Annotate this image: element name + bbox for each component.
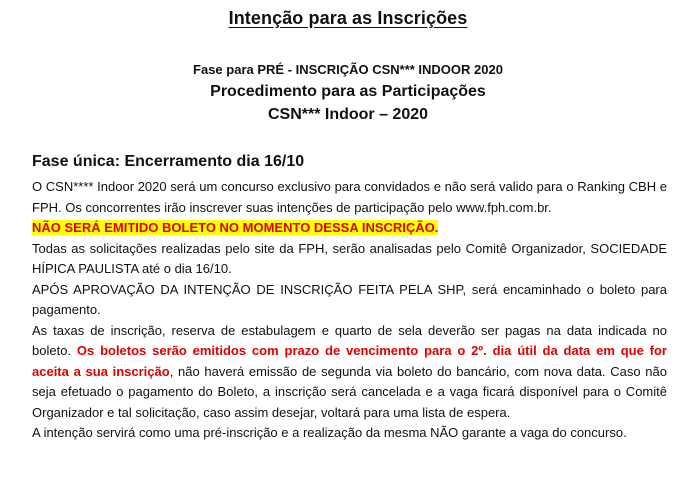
procedure-subtitle: Procedimento para as Participações bbox=[210, 83, 486, 100]
fees-text-end: , não haverá emissão de segunda via boleto do bancário, com nova data. Caso não seja efetuado o pagamento do Boleto, a inscrição será cancelada e a vaga ficará disponível para o Comitê Organizador e tal solicitação, caso assim desejar, voltará para uma lista de espera. bbox=[32, 363, 667, 420]
warning-paragraph bbox=[32, 218, 667, 239]
highlighted-warning: NÃO SERÁ EMITIDO BOLETO NO MOMENTO DESSA INSCRIÇÃO. bbox=[32, 220, 439, 235]
fees-red-notice: Os boletos serão emitidos com prazo de vencimento para o 2º. dia útil da data em que for aceita a sua inscrição bbox=[32, 343, 667, 379]
event-subtitle: CSN*** Indoor – 2020 bbox=[267, 106, 429, 123]
intro-paragraph: O CSN**** Indoor 2020 será um concurso exclusivo para convidados e não será valido para o Ranking CBH e FPH. Os concorrentes irão inscrever suas intenções de participação pelo www.fph.com.br. bbox=[32, 179, 667, 215]
requests-paragraph: Todas as solicitações realizadas pelo site da FPH, serão analisadas pelo Comitê Organizador, SOCIEDADE HÍPICA PAULISTA até o dia 16/10. bbox=[32, 240, 667, 276]
fees-paragraph bbox=[32, 321, 667, 424]
section-body bbox=[32, 177, 667, 444]
fees-text-start: As taxas de inscrição, reserva de estabulagem e quarto de sela deverão ser pagas na data indicada no boleto. bbox=[32, 322, 667, 358]
phase-subtitle: Fase para PRÉ - INSCRIÇÃO CSN*** INDOOR 2020 bbox=[193, 62, 503, 77]
closing-paragraph: A intenção servirá como uma pré-inscrição e a realização da mesma NÃO garante a vaga do concurso. bbox=[32, 425, 627, 440]
document-title: Intenção para as Inscrições bbox=[228, 8, 468, 28]
section-heading: Fase única: Encerramento dia 16/10 bbox=[32, 153, 305, 170]
approval-paragraph: APÓS APROVAÇÃO DA INTENÇÃO DE INSCRIÇÃO FEITA PELA SHP, será encaminhado o boleto para pagamento. bbox=[32, 281, 667, 317]
